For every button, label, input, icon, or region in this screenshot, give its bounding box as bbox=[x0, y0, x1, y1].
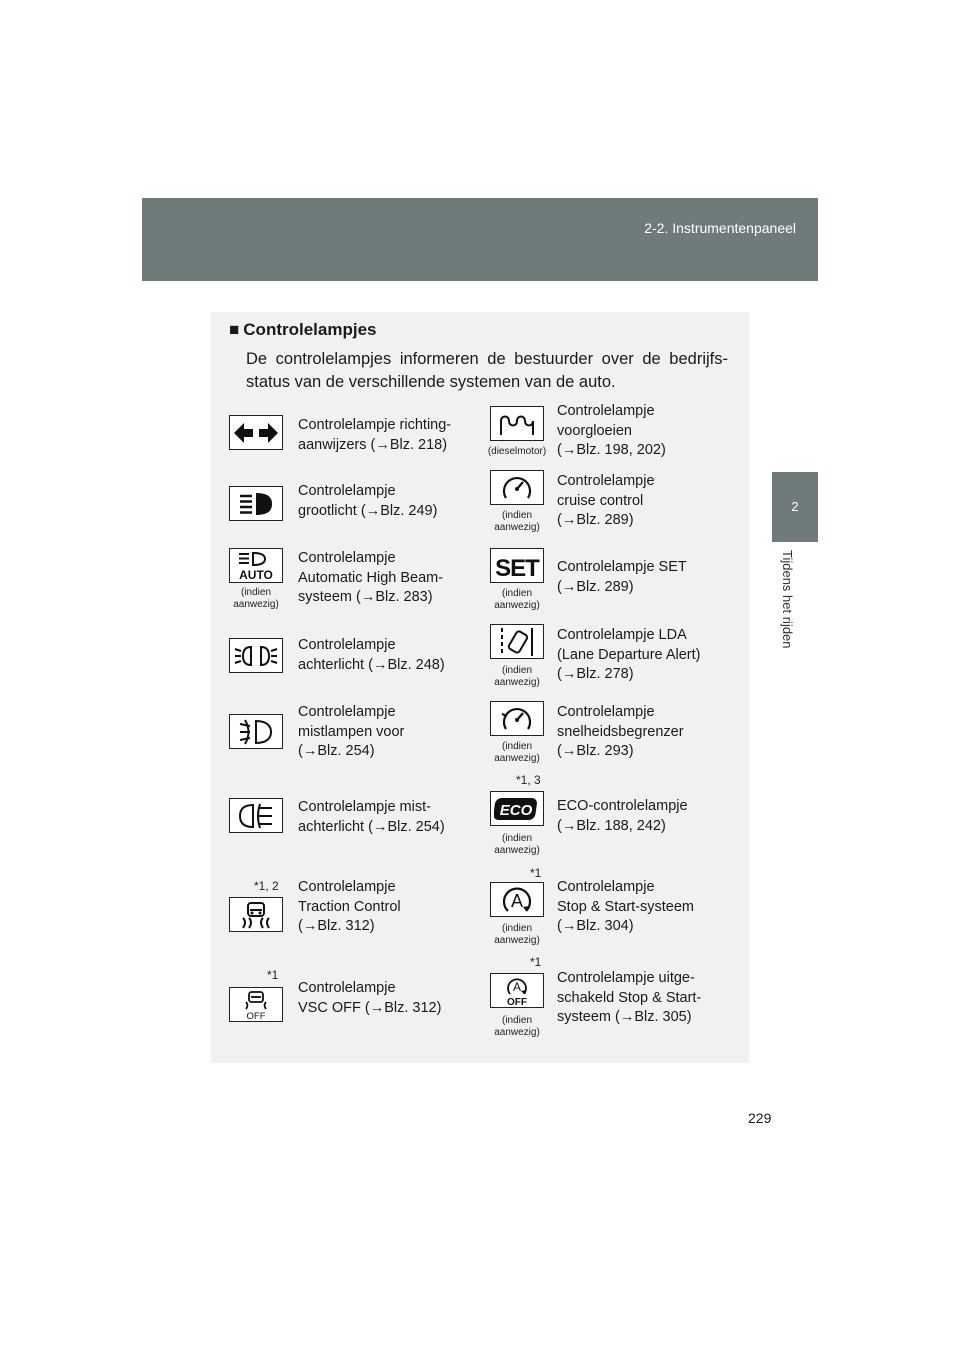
vsc-off-desc: Controlelampje VSC OFF (→Blz. 312) bbox=[298, 980, 442, 1016]
traction-control-desc: Controlelampje Traction Control (→Blz. 312) bbox=[298, 879, 401, 934]
stop-start-off-note: (indien aanwezig) bbox=[494, 1015, 540, 1038]
chapter-header bbox=[142, 198, 818, 281]
svg-text:OFF: OFF bbox=[246, 1010, 266, 1020]
stop-start-icon bbox=[490, 882, 544, 917]
auto-high-beam-desc: Controlelampje Automatic High Beam- systeem (→Blz. 283) bbox=[298, 550, 444, 605]
cruise-control-icon bbox=[490, 470, 544, 505]
section-bullet: ■ bbox=[229, 320, 240, 339]
lda-icon bbox=[490, 624, 544, 659]
chapter-title: 2-2. Instrumentenpaneel bbox=[644, 220, 796, 236]
auto-high-beam-note: (indien aanwezig) bbox=[233, 587, 279, 610]
svg-text:OFF: OFF bbox=[507, 996, 527, 1007]
stop-start-footnote: *1 bbox=[530, 866, 542, 880]
rear-fog-icon bbox=[229, 798, 283, 833]
speed-limiter-desc: Controlelampje snelheidsbegrenzer (→Blz. 293) bbox=[557, 704, 684, 759]
set-desc: Controlelampje SET (→Blz. 289) bbox=[557, 559, 687, 595]
rear-fog-desc: Controlelampje mist- achterlicht (→Blz. 254) bbox=[298, 799, 445, 835]
tail-light-desc: Controlelampje achterlicht (→Blz. 248) bbox=[298, 637, 445, 673]
set-note: (indien aanwezig) bbox=[494, 588, 540, 611]
section-intro: De controlelampjes informeren de bestuurder over de bedrijfs-status van de verschillende systemen van de auto. bbox=[246, 350, 728, 391]
front-fog-icon bbox=[229, 714, 283, 749]
vsc-off-icon bbox=[229, 987, 283, 1022]
section-title: Controlelampjes bbox=[243, 320, 377, 339]
cruise-control-note: (indien aanwezig) bbox=[494, 510, 540, 533]
chapter-number-tab: 2 bbox=[772, 472, 818, 542]
glow-plug-desc: Controlelampje voorgloeien (→Blz. 198, 202) bbox=[557, 403, 666, 458]
lda-note: (indien aanwezig) bbox=[494, 665, 540, 688]
stop-start-note: (indien aanwezig) bbox=[494, 923, 540, 946]
eco-desc: ECO-controlelampje (→Blz. 188, 242) bbox=[557, 798, 688, 834]
traction-control-icon bbox=[229, 897, 283, 932]
glow-plug-icon bbox=[490, 406, 544, 441]
stop-start-off-desc: Controlelampje uitge- schakeld Stop & Start- systeem (→Blz. 305) bbox=[557, 970, 702, 1025]
auto-high-beam-icon bbox=[229, 548, 283, 583]
eco-note: (indien aanwezig) bbox=[494, 833, 540, 856]
traction-control-footnote: *1, 2 bbox=[254, 879, 279, 893]
speed-limiter-icon bbox=[490, 701, 544, 736]
glow-plug-note: (dieselmotor) bbox=[487, 446, 547, 457]
turn-signal-desc: Controlelampje richting- aanwijzers (→Blz. 218) bbox=[298, 417, 452, 453]
vsc-off-footnote: *1 bbox=[267, 968, 279, 982]
speed-limiter-note: (indien aanwezig) bbox=[494, 741, 540, 764]
stop-start-off-icon bbox=[490, 973, 544, 1008]
page-number: 229 bbox=[748, 1110, 772, 1126]
set-icon bbox=[490, 548, 544, 583]
eco-footnote: *1, 3 bbox=[516, 773, 541, 787]
svg-text:A: A bbox=[512, 979, 522, 994]
svg-text:ECO: ECO bbox=[499, 801, 533, 819]
eco-icon bbox=[490, 791, 544, 826]
stop-start-off-footnote: *1 bbox=[530, 955, 542, 969]
turn-signal-icon bbox=[229, 415, 283, 450]
cruise-control-desc: Controlelampje cruise control (→Blz. 289) bbox=[557, 473, 655, 528]
svg-text:SET: SET bbox=[495, 554, 539, 581]
front-fog-desc: Controlelampje mistlampen voor (→Blz. 254) bbox=[298, 704, 405, 759]
section-heading bbox=[229, 320, 376, 340]
stop-start-desc: Controlelampje Stop & Start-systeem (→Blz. 304) bbox=[557, 879, 694, 934]
svg-text:A: A bbox=[510, 890, 524, 911]
high-beam-icon bbox=[229, 486, 283, 521]
high-beam-desc: Controlelampje grootlicht (→Blz. 249) bbox=[298, 483, 438, 519]
lda-desc: Controlelampje LDA (Lane Departure Alert) (→Blz. 278) bbox=[557, 627, 701, 682]
chapter-side-label: Tijdens het rijden bbox=[780, 550, 795, 649]
svg-text:AUTO: AUTO bbox=[239, 567, 273, 581]
tail-light-icon bbox=[229, 638, 283, 673]
